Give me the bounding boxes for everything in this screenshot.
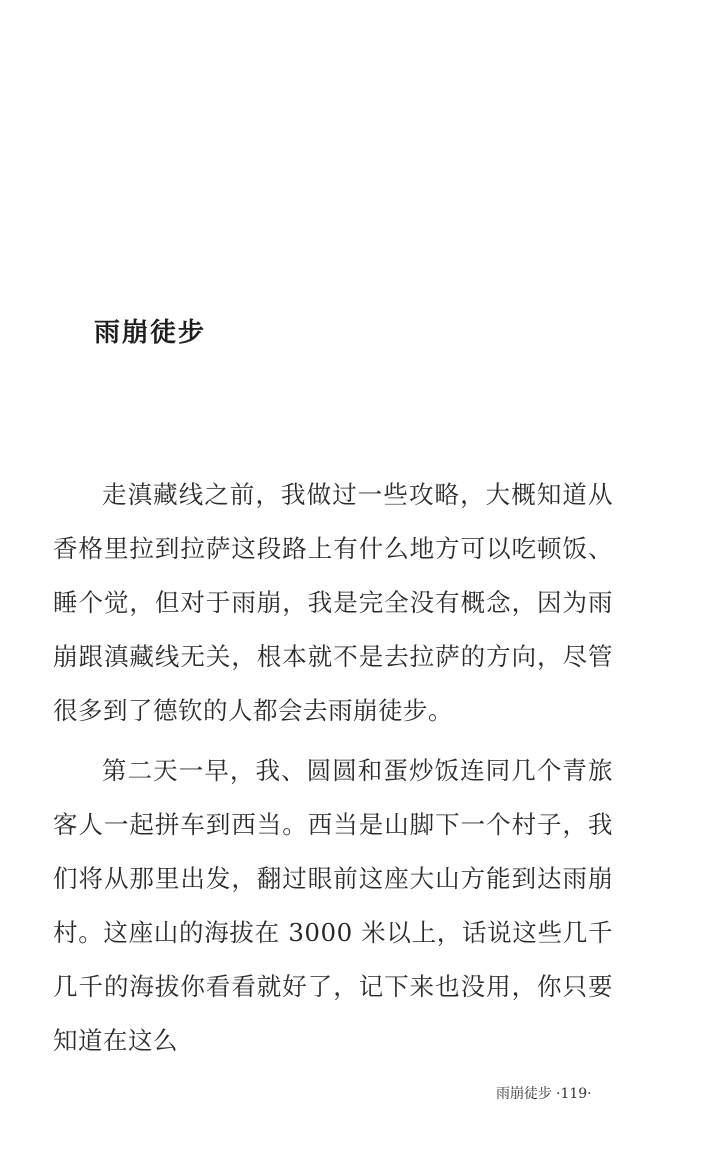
chapter-title: 雨崩徒步 (94, 318, 207, 348)
running-footer (496, 1083, 592, 1103)
paragraph-1: 走滇藏线之前，我做过一些攻略，大概知道从香格里拉到拉萨这段路上有什么地方可以吃顿饭、睡个觉，但对于雨崩，我是完全没有概念，因为雨崩跟滇藏线无关，根本就不是去拉萨的方向，尽管很多到了德钦的人都会去雨崩徒步。 (53, 480, 613, 725)
page-number: ·119· (556, 1086, 592, 1102)
footer-running-title: 雨崩徒步 (496, 1086, 552, 1102)
body-text (53, 468, 613, 1068)
paragraph-2: 第二天一早，我、圆圆和蛋炒饭连同几个青旅客人一起拼车到西当。西当是山脚下一个村子，我们将从那里出发，翻过眼前这座大山方能到达雨崩村。这座山的海拔在 3000 米以上，话说这些几千几千的海拔你看看就好了，记下来也没用，你只要知道在这么 (53, 756, 613, 1055)
